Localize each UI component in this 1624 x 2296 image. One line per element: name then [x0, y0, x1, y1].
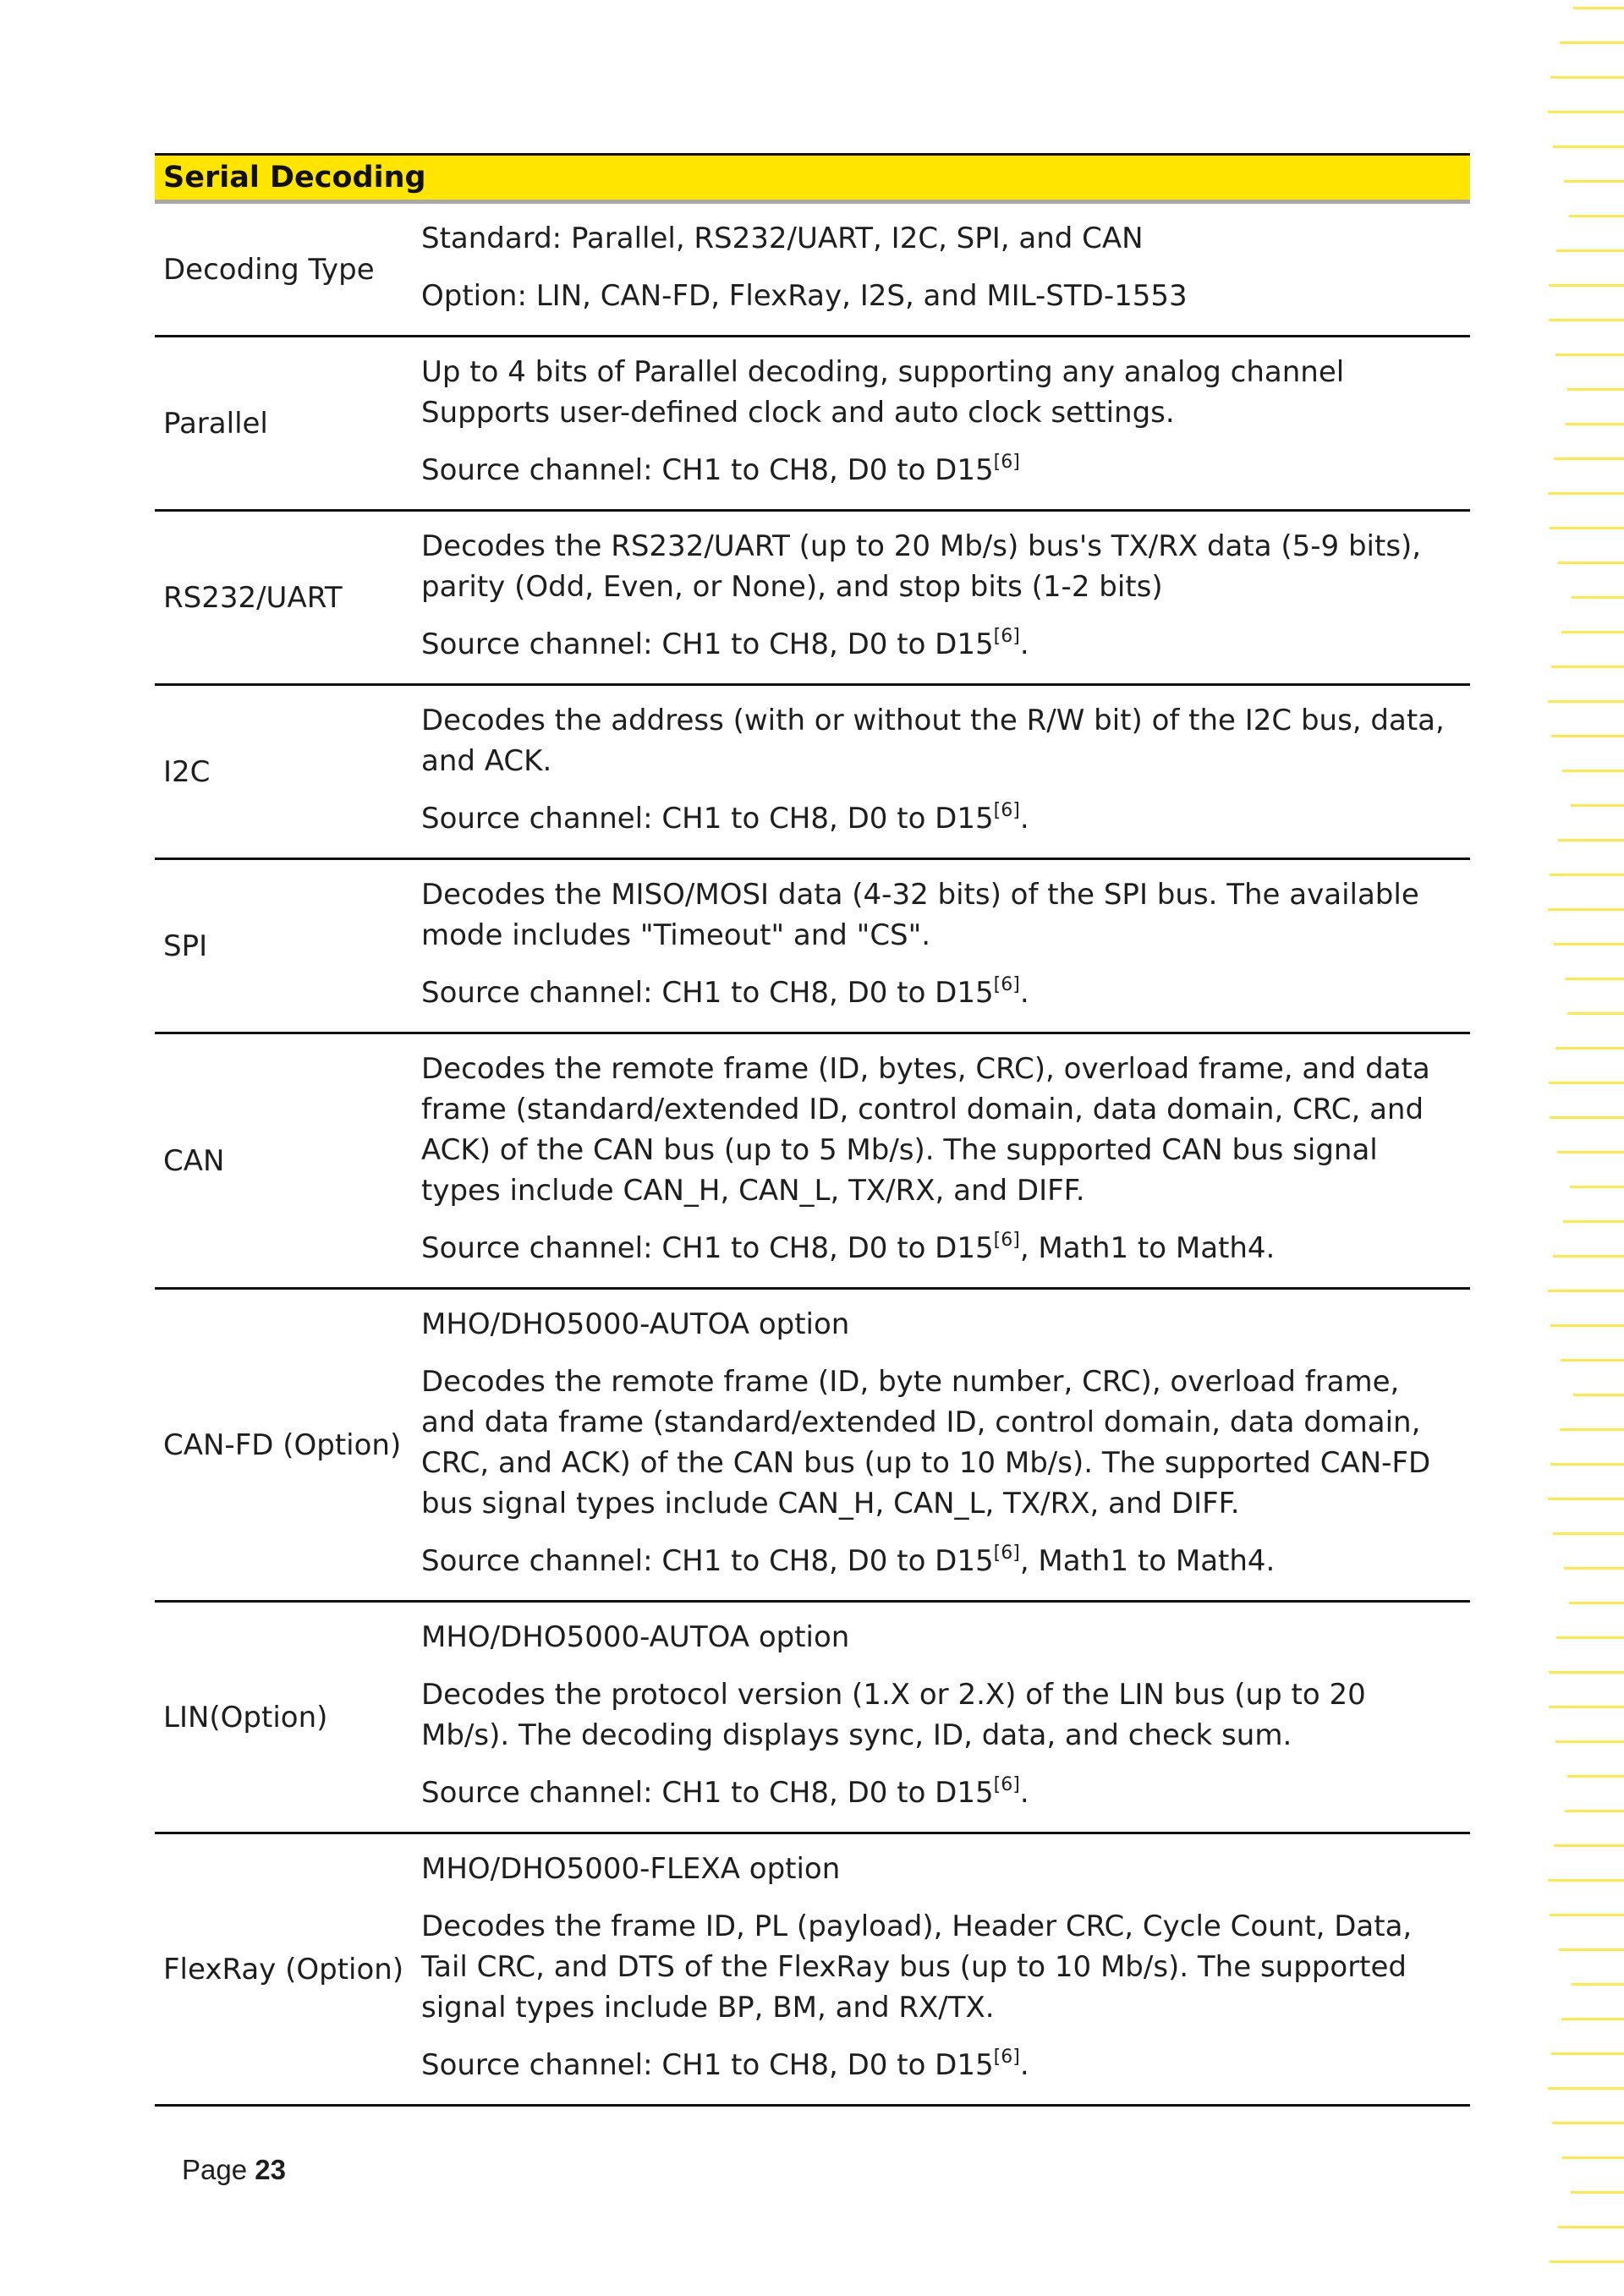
page-number-value: 23: [255, 2154, 286, 2185]
margin-rule-line: [1558, 2226, 1624, 2228]
margin-rule-line: [1571, 2191, 1624, 2194]
margin-rule-line: [1550, 2260, 1624, 2263]
spec-description: [413, 1602, 1470, 1833]
margin-rule-line: [1555, 1740, 1624, 1743]
spec-paragraph: [421, 1049, 1462, 1211]
margin-rule-line: [1570, 1186, 1624, 1188]
footnote-ref: [6]: [993, 452, 1020, 473]
spec-text: Decodes the protocol version (1.X or 2.X) of the LIN bus (up to 20 Mb/s). The decoding displays sync, ID, data, and check sum.: [421, 1678, 1366, 1752]
margin-rule-line: [1550, 1116, 1624, 1119]
margin-rule-line: [1548, 1498, 1624, 1500]
spec-text: Up to 4 bits of Parallel decoding, supporting any analog channel Supports user-defined clock and auto clock settings.: [421, 355, 1345, 430]
margin-rule-line: [1558, 839, 1624, 841]
spec-row: [155, 1602, 1470, 1833]
margin-rule-line: [1561, 2018, 1624, 2020]
margin-rule-line: [1548, 111, 1624, 113]
spec-row: [155, 511, 1470, 685]
margin-rule-line: [1567, 1775, 1624, 1778]
margin-rule-line: [1551, 735, 1624, 737]
spec-text-suffix: , Math1 to Math4.: [1019, 1231, 1276, 1265]
spec-text-suffix: .: [1019, 2048, 1029, 2082]
spec-description: [413, 859, 1470, 1033]
margin-rule-line: [1553, 1532, 1624, 1535]
spec-label: SPI: [155, 859, 413, 1033]
spec-text-suffix: .: [1019, 627, 1029, 661]
margin-rule-line: [1567, 1012, 1624, 1015]
margin-rule-line: [1559, 1948, 1624, 1951]
margin-rule-line: [1572, 1983, 1624, 1986]
margin-rule-line: [1548, 2087, 1624, 2090]
margin-rule-line: [1556, 1636, 1624, 1639]
margin-rule-line: [1551, 666, 1624, 668]
margin-rule-line: [1566, 423, 1624, 425]
margin-rule-line: [1557, 1151, 1624, 1153]
footnote-ref: [6]: [993, 2047, 1020, 2068]
spec-row: [155, 1833, 1470, 2106]
margin-rule-line: [1549, 284, 1624, 287]
margin-rule-line: [1561, 631, 1624, 633]
spec-paragraph: [421, 526, 1462, 607]
margin-rule-line: [1554, 458, 1624, 460]
spec-paragraph: [421, 624, 1462, 665]
margin-rule-line: [1553, 1255, 1624, 1258]
margin-rule-line: [1550, 1324, 1624, 1327]
margin-rule-line: [1556, 249, 1624, 252]
spec-text: Decodes the RS232/UART (up to 20 Mb/s) bus's TX/RX data (5-9 bits), parity (Odd, Even, or None), and stop bits (1-2 bits): [421, 529, 1422, 604]
spec-text-suffix: .: [1019, 976, 1029, 1010]
spec-paragraph: [421, 1362, 1462, 1524]
spec-description: [413, 1289, 1470, 1602]
spec-text: Source channel: CH1 to CH8, D0 to D15: [421, 802, 994, 836]
spec-paragraph: [421, 1773, 1462, 1813]
margin-rule-line: [1573, 1394, 1624, 1396]
spec-paragraph: [421, 2045, 1462, 2085]
spec-label: CAN-FD (Option): [155, 1289, 413, 1602]
margin-rule-line: [1554, 943, 1624, 945]
spec-text: Source channel: CH1 to CH8, D0 to D15: [421, 976, 994, 1010]
spec-paragraph: [421, 1674, 1462, 1756]
spec-text-suffix: .: [1019, 802, 1029, 836]
margin-rule-line: [1573, 7, 1624, 9]
spec-text: Source channel: CH1 to CH8, D0 to D15: [421, 453, 994, 487]
spec-text: Decodes the frame ID, PL (payload), Header CRC, Cycle Count, Data, Tail CRC, and DTS of the FlexRay bus (up to 10 Mb/s). The supported signal types include BP, BM, and RX/TX.: [421, 1910, 1413, 2025]
margin-rule-line: [1549, 1082, 1624, 1084]
footnote-ref: [6]: [993, 974, 1020, 995]
margin-decoration: [1527, 0, 1624, 2296]
spec-paragraph: [421, 798, 1462, 839]
margin-rule-line: [1558, 562, 1624, 564]
margin-rule-line: [1550, 76, 1624, 79]
margin-rule-line: [1548, 700, 1624, 703]
margin-rule-line: [1550, 527, 1624, 529]
spec-row: [155, 337, 1470, 511]
margin-rule-line: [1569, 1602, 1624, 1604]
footnote-ref: [6]: [993, 1543, 1020, 1564]
spec-text: Source channel: CH1 to CH8, D0 to D15: [421, 1544, 994, 1578]
margin-rule-line: [1548, 1290, 1624, 1292]
margin-rule-line: [1550, 1914, 1624, 1916]
spec-row: [155, 685, 1470, 859]
spec-description: [413, 1833, 1470, 2106]
serial-decoding-spec-table: [155, 153, 1470, 2107]
margin-rule-line: [1548, 1879, 1624, 1882]
margin-rule-line: [1555, 353, 1624, 356]
spec-description: [413, 337, 1470, 511]
spec-text: Decodes the remote frame (ID, bytes, CRC), overload frame, and data frame (standard/extended ID, control domain, data domain, CRC, and ACK) of the CAN bus (up to 5 Mb/s). The supported CAN bus signal types include CAN_H, CAN_L, TX/RX, and DIFF.: [421, 1052, 1430, 1208]
spec-row: [155, 202, 1470, 337]
spec-label: I2C: [155, 685, 413, 859]
spec-text: Option: LIN, CAN-FD, FlexRay, I2S, and MIL-STD-1553: [421, 279, 1188, 313]
spec-label: CAN: [155, 1033, 413, 1289]
spec-description: [413, 685, 1470, 859]
margin-rule-line: [1555, 1047, 1624, 1049]
spec-paragraph: [421, 1906, 1462, 2028]
spec-paragraph: [421, 1849, 1462, 1889]
margin-rule-line: [1567, 388, 1624, 391]
page-number: [182, 2154, 286, 2186]
spec-paragraph: [421, 1228, 1462, 1269]
spec-label: Parallel: [155, 337, 413, 511]
spec-paragraph: [421, 1541, 1462, 1581]
spec-row: [155, 1033, 1470, 1289]
spec-label: Decoding Type: [155, 202, 413, 337]
spec-text: Decodes the MISO/MOSI data (4-32 bits) of the SPI bus. The available mode includes "Timeout" and "CS".: [421, 878, 1419, 952]
spec-paragraph: [421, 276, 1462, 316]
margin-rule-line: [1561, 1359, 1624, 1362]
spec-description: [413, 511, 1470, 685]
section-title: Serial Decoding: [155, 155, 1470, 202]
margin-rule-line: [1560, 41, 1624, 44]
margin-rule-line: [1565, 1810, 1624, 1812]
margin-rule-line: [1549, 319, 1624, 321]
spec-paragraph: [421, 874, 1462, 956]
spec-text-suffix: , Math1 to Math4.: [1019, 1544, 1276, 1578]
spec-paragraph: [421, 973, 1462, 1013]
margin-rule-line: [1549, 1671, 1624, 1674]
margin-rule-line: [1564, 1567, 1624, 1570]
margin-rule-line: [1551, 2052, 1624, 2055]
margin-rule-line: [1548, 492, 1624, 495]
spec-row: [155, 859, 1470, 1033]
spec-label: FlexRay (Option): [155, 1833, 413, 2106]
margin-rule-line: [1554, 1844, 1624, 1847]
margin-rule-line: [1571, 804, 1624, 807]
margin-rule-line: [1552, 2122, 1624, 2124]
spec-text: MHO/DHO5000-AUTOA option: [421, 1620, 850, 1654]
margin-rule-line: [1560, 1428, 1624, 1431]
spec-text: MHO/DHO5000-FLEXA option: [421, 1852, 841, 1886]
spec-label: LIN(Option): [155, 1602, 413, 1833]
spec-label: RS232/UART: [155, 511, 413, 685]
spec-paragraph: [421, 352, 1462, 433]
spec-text: Source channel: CH1 to CH8, D0 to D15: [421, 627, 994, 661]
margin-rule-line: [1563, 1220, 1624, 1223]
section-header-row: [155, 155, 1470, 202]
margin-rule-line: [1572, 596, 1624, 599]
margin-rule-line: [1553, 145, 1624, 148]
spec-paragraph: [421, 700, 1462, 781]
spec-description: [413, 1033, 1470, 1289]
margin-rule-line: [1550, 874, 1624, 876]
margin-rule-line: [1549, 1706, 1624, 1708]
spec-paragraph: [421, 450, 1462, 490]
margin-rule-line: [1562, 770, 1624, 772]
margin-rule-line: [1566, 978, 1624, 980]
spec-text-suffix: .: [1019, 1776, 1029, 1810]
spec-text: Decodes the address (with or without the R/W bit) of the I2C bus, data, and ACK.: [421, 704, 1445, 778]
spec-text: Standard: Parallel, RS232/UART, I2C, SPI, and CAN: [421, 222, 1144, 255]
spec-text: Source channel: CH1 to CH8, D0 to D15: [421, 1776, 994, 1810]
spec-text: Source channel: CH1 to CH8, D0 to D15: [421, 2048, 994, 2082]
footnote-ref: [6]: [993, 800, 1020, 821]
spec-row: [155, 1289, 1470, 1602]
page-label: Page: [182, 2154, 248, 2185]
spec-text: Decodes the remote frame (ID, byte number, CRC), overload frame, and data frame (standard/extended ID, control domain, data domain, CRC, and ACK) of the CAN bus (up to 10 Mb/s). The supported CAN-FD bus signal types include CAN_H, CAN_L, TX/RX, and DIFF.: [421, 1365, 1431, 1521]
spec-text: Source channel: CH1 to CH8, D0 to D15: [421, 1231, 994, 1265]
spec-paragraph: [421, 1304, 1462, 1345]
spec-text: MHO/DHO5000-AUTOA option: [421, 1307, 850, 1341]
margin-rule-line: [1562, 2156, 1624, 2159]
margin-rule-line: [1569, 215, 1624, 217]
spec-paragraph: [421, 218, 1462, 259]
margin-rule-line: [1564, 180, 1624, 183]
footnote-ref: [6]: [993, 1774, 1020, 1795]
spec-description: [413, 202, 1470, 337]
footnote-ref: [6]: [993, 626, 1020, 647]
margin-rule-line: [1548, 908, 1624, 911]
footnote-ref: [6]: [993, 1230, 1020, 1251]
spec-paragraph: [421, 1617, 1462, 1658]
margin-rule-line: [1550, 1463, 1624, 1466]
